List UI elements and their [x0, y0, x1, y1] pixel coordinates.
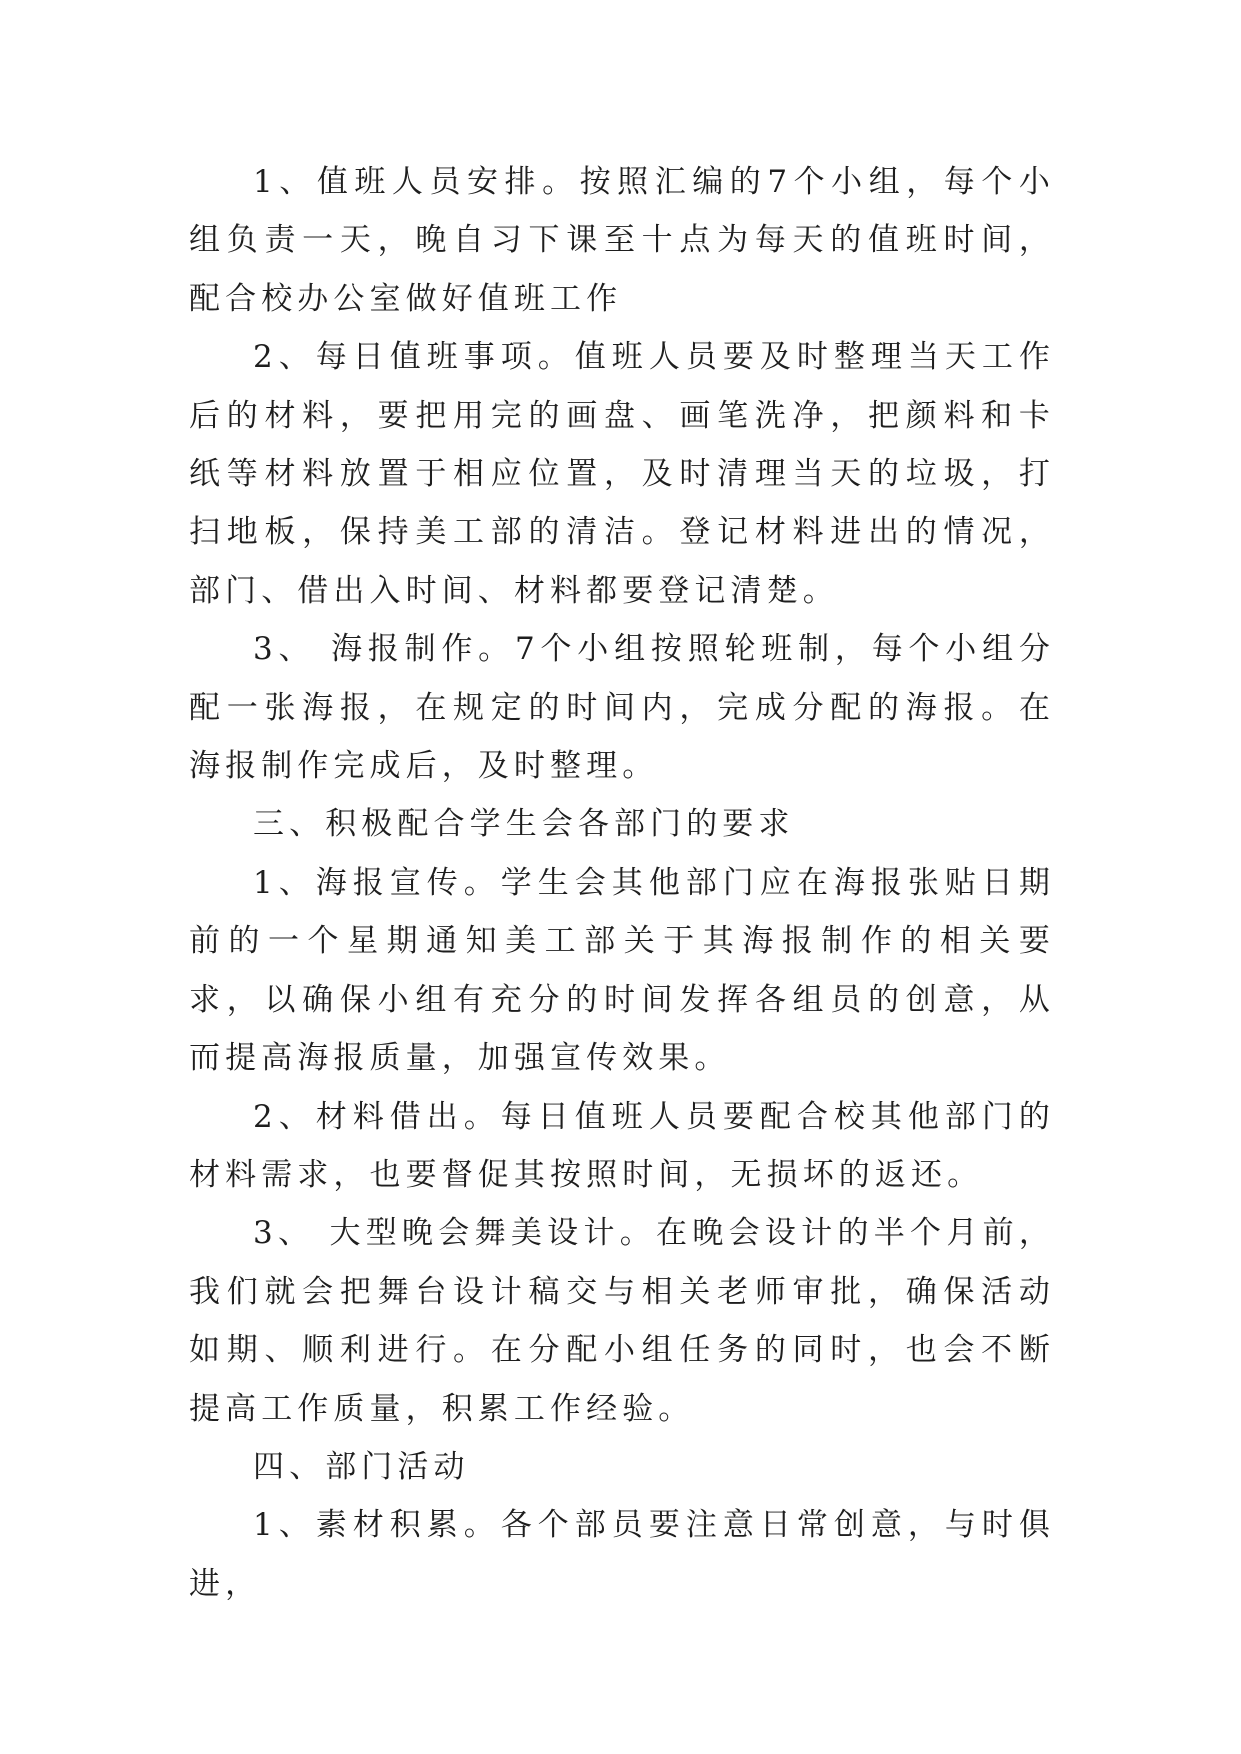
- paragraph-poster-publicity: 1、海报宣传。学生会其他部门应在海报张贴日期前的一个星期通知美工部关于其海报制作的相关要求，以确保小组有充分的时间发挥各组员的创意，从而提高海报质量，加强宣传效果。: [189, 864, 1055, 1077]
- paragraph-duty-roster: 1、值班人员安排。按照汇编的7个小组，每个小组负责一天，晚自习下课至十点为每天的值班时间，配合校办公室做好值班工作: [189, 164, 1055, 317]
- section-heading-activities: 四、部门活动: [253, 1448, 470, 1485]
- paragraph-material-lending: 2、材料借出。每日值班人员要配合校其他部门的材料需求，也要督促其按照时间，无损坏的返还。: [189, 1098, 1055, 1193]
- paragraph-poster-making: 3、 海报制作。7个小组按照轮班制，每个小组分配一张海报，在规定的时间内，完成分配的海报。在海报制作完成后，及时整理。: [189, 631, 1055, 785]
- paragraph-daily-duty-items: 2、每日值班事项。值班人员要及时整理当天工作后的材料，要把用完的画盘、画笔洗净，把颜料和卡纸等材料放置于相应位置，及时清理当天的垃圾，打扫地板，保持美工部的清洁。登记材料进出的情况，部门、借出入时间、材料都要登记清楚。: [189, 339, 1055, 609]
- document-body: [189, 153, 1055, 1613]
- paragraph-material-accumulation: 1、素材积累。各个部员要注意日常创意，与时俱进，: [189, 1507, 1055, 1602]
- paragraph-stage-design: 3、 大型晚会舞美设计。在晚会设计的半个月前，我们就会把舞台设计稿交与相关老师审批，确保活动如期、顺利进行。在分配小组任务的同时，也会不断提高工作质量，积累工作经验。: [189, 1215, 1055, 1427]
- section-heading-cooperation: 三、积极配合学生会各部门的要求: [253, 806, 795, 843]
